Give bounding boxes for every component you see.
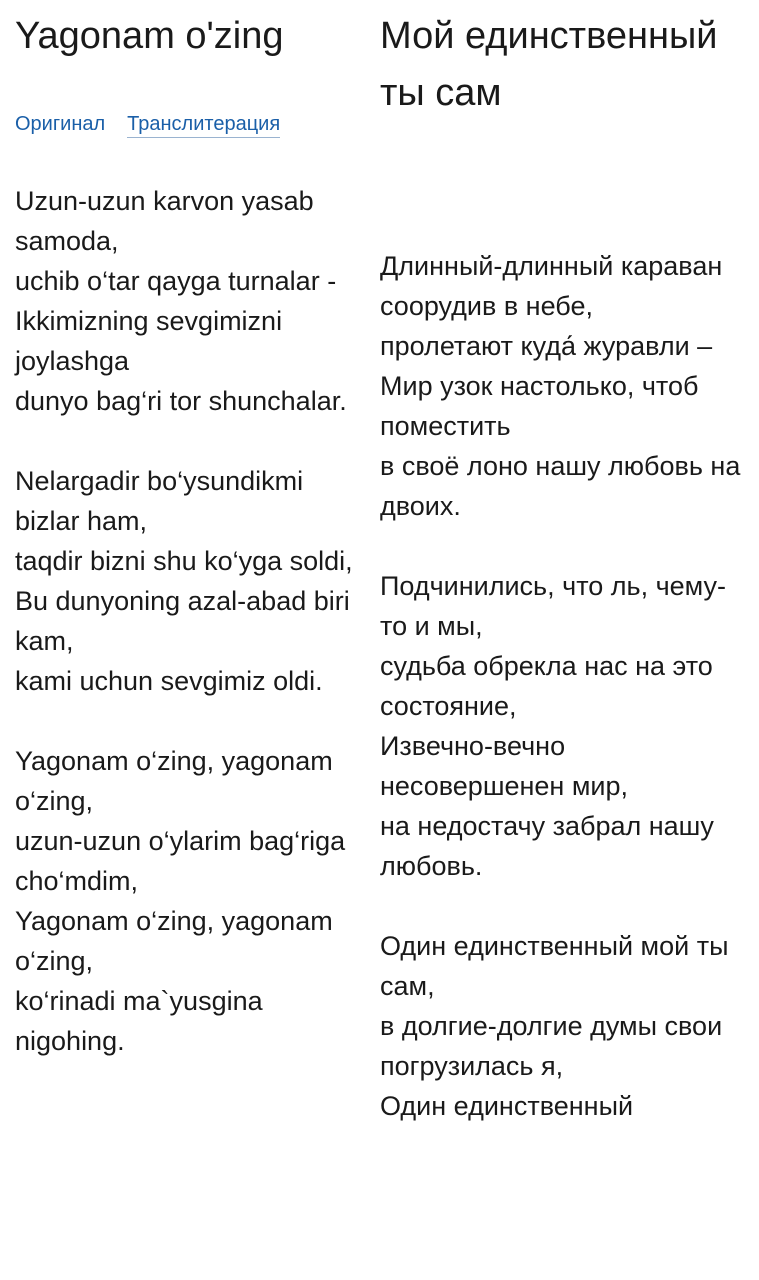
lyric-line: dunyo bag‘ri tor shunchalar. — [15, 386, 347, 416]
lyric-line: Yagonam o‘zing, yagonam o‘zing, — [15, 746, 333, 816]
lyric-line: Подчинились, что ль, чему-то и мы, — [380, 571, 727, 641]
translation-column — [380, 0, 750, 1126]
original-stanza-2 — [15, 461, 355, 701]
translation-stanza-1 — [380, 246, 750, 526]
lyric-line: судьба обрекла нас на это состояние, — [380, 651, 713, 721]
lyric-line: в долгие-долгие думы свои погрузилась я, — [380, 1011, 723, 1081]
original-column — [15, 0, 355, 1061]
lyric-line: Yagonam o‘zing, yagonam o‘zing, — [15, 906, 333, 976]
original-title: Yagonam o'zing — [15, 15, 284, 57]
lyric-line: Длинный-длинный караван соорудив в небе, — [380, 251, 723, 321]
original-stanza-3 — [15, 741, 355, 1061]
tab-transliteration[interactable]: Транслитерация — [127, 111, 280, 138]
lyric-line: в своё лоно нашу любовь на двоих. — [380, 451, 741, 521]
lyric-line: kami uchun sevgimiz oldi. — [15, 666, 323, 696]
view-tabs — [15, 111, 355, 138]
lyric-line: Извечно-вечно несовершенен мир, — [380, 731, 628, 801]
translation-stanza-3 — [380, 926, 750, 1126]
lyric-line: Один единственный мой ты сам, — [380, 931, 729, 1001]
original-lyrics — [15, 181, 355, 1061]
translation-title: Мой единственный ты сам — [380, 15, 718, 114]
translation-lyrics — [380, 246, 750, 1126]
lyric-line: Один единственный — [380, 1091, 634, 1121]
lyric-line: uzun-uzun o‘ylarim bag‘riga cho‘mdim, — [15, 826, 346, 896]
lyric-line: Ikkimizning sevgimizni joylashga — [15, 306, 283, 376]
original-stanza-1 — [15, 181, 355, 421]
lyric-line: Мир узок настолько, чтоб поместить — [380, 371, 699, 441]
lyric-line: taqdir bizni shu ko‘yga soldi, — [15, 546, 353, 576]
lyric-line: пролетают куда́ журавли – — [380, 331, 713, 361]
lyric-line: Bu dunyoning azal-abad biri kam, — [15, 586, 350, 656]
lyric-line: на недостачу забрал нашу любовь. — [380, 811, 714, 881]
lyric-line: Uzun-uzun karvon yasab samoda, — [15, 186, 314, 256]
tab-original[interactable]: Оригинал — [15, 113, 106, 135]
translation-stanza-2 — [380, 566, 750, 886]
lyric-line: uchib o‘tar qayga turnalar - — [15, 266, 337, 296]
lyric-line: Nelargadir bo‘ysundikmi bizlar ham, — [15, 466, 304, 536]
lyric-line: ko‘rinadi ma`yusgina nigohing. — [15, 986, 263, 1056]
